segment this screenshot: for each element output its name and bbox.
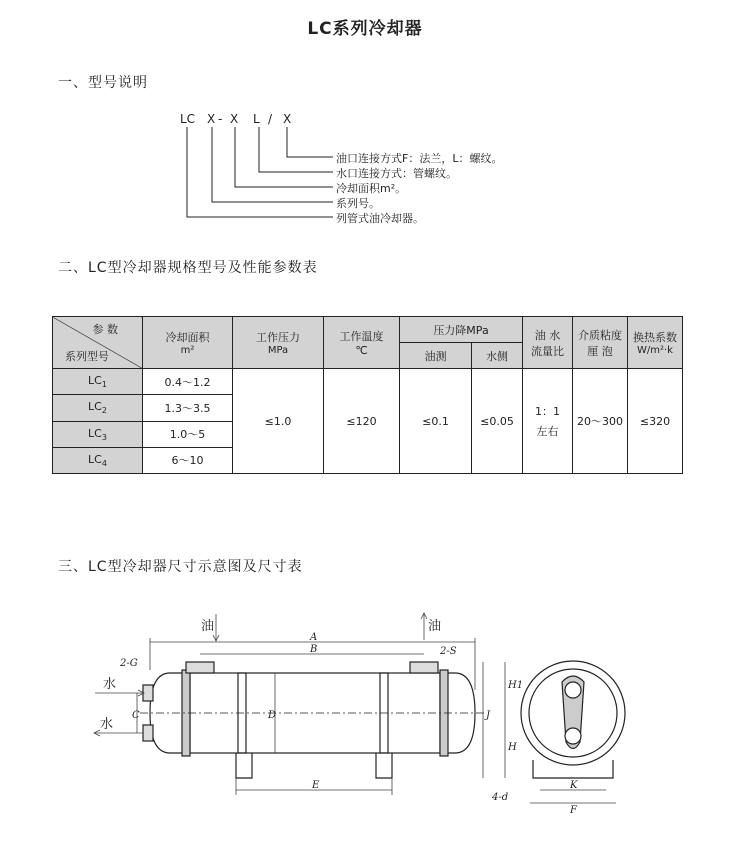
section3-heading: 三、LC型冷却器尺寸示意图及尺寸表 bbox=[58, 559, 303, 575]
model-cell bbox=[53, 395, 143, 421]
model-label: LC bbox=[88, 426, 102, 440]
line-oil-port bbox=[287, 127, 333, 157]
model-cell bbox=[53, 421, 143, 447]
code-l: L bbox=[253, 112, 260, 126]
side-port-top bbox=[565, 682, 581, 698]
model-sub: 2 bbox=[101, 406, 107, 416]
label-H: H bbox=[508, 742, 517, 753]
legend-area: 冷却面积m²。 bbox=[336, 182, 407, 195]
code-lc: LC bbox=[180, 112, 196, 126]
drop-oil-value: ≤0.1 bbox=[400, 369, 472, 474]
model-label: LC bbox=[88, 374, 102, 388]
area-cell: 1.0～5 bbox=[143, 421, 233, 447]
heat-value: ≤320 bbox=[628, 369, 683, 474]
model-sub: 3 bbox=[101, 432, 107, 442]
visc-header-text1: 介质粘度 bbox=[578, 328, 622, 342]
label-A: A bbox=[310, 632, 318, 643]
area-unit: m² bbox=[180, 345, 195, 357]
label-d: 4-d bbox=[492, 792, 509, 803]
model-sub: 1 bbox=[101, 380, 107, 390]
model-cell bbox=[53, 447, 143, 473]
pressure-unit: MPa bbox=[267, 345, 289, 357]
code-x2: X bbox=[230, 112, 239, 126]
area-header bbox=[143, 317, 233, 369]
label-K: K bbox=[570, 780, 578, 791]
label-E: E bbox=[312, 780, 320, 791]
side-base bbox=[533, 760, 613, 778]
section1-heading: 一、型号说明 bbox=[58, 75, 148, 91]
side-port-bottom bbox=[565, 728, 581, 744]
diag-top-label: 参 数 bbox=[92, 323, 118, 336]
label-s: 2-S bbox=[440, 646, 457, 657]
cooler-drawing bbox=[0, 600, 730, 853]
water-port-bottom bbox=[143, 725, 153, 741]
temp-header bbox=[324, 317, 400, 369]
model-sub: 4 bbox=[101, 458, 107, 468]
drop-header: 压力降MPa bbox=[400, 317, 523, 343]
water-bottom-label: 水 bbox=[100, 717, 114, 732]
drop-water-value: ≤0.05 bbox=[472, 369, 523, 474]
oil-port-left bbox=[186, 662, 214, 673]
area-cell: 0.4～1.2 bbox=[143, 369, 233, 395]
legend-type: 列管式油冷却器。 bbox=[336, 212, 424, 225]
label-g: 2-G bbox=[120, 658, 138, 669]
page-title: LC系列冷却器 bbox=[307, 19, 423, 39]
area-header-text: 冷却面积 bbox=[165, 331, 210, 345]
spec-table bbox=[52, 316, 683, 474]
code-x3: X bbox=[283, 112, 292, 126]
pressure-header-text: 工作压力 bbox=[256, 331, 300, 345]
heat-header bbox=[628, 317, 683, 369]
visc-value: 20～300 bbox=[573, 369, 628, 474]
temp-value: ≤120 bbox=[324, 369, 400, 474]
label-C: C bbox=[132, 710, 140, 721]
oil-left-label: 油 bbox=[201, 619, 215, 634]
temp-header-text: 工作温度 bbox=[339, 330, 384, 344]
water-top-label: 水 bbox=[103, 677, 117, 692]
label-J: J bbox=[486, 710, 491, 721]
leg-left bbox=[236, 753, 252, 778]
visc-header bbox=[573, 317, 628, 369]
heat-header-text1: 换热系数 bbox=[633, 331, 677, 345]
line-series bbox=[212, 127, 333, 202]
model-label: LC bbox=[88, 400, 102, 414]
model-cell bbox=[53, 369, 143, 395]
pressure-value: ≤1.0 bbox=[233, 369, 324, 474]
section2-heading: 二、LC型冷却器规格型号及性能参数表 bbox=[58, 260, 318, 276]
ratio-header-text1: 油 水 bbox=[534, 328, 561, 342]
ratio-header bbox=[523, 317, 573, 369]
line-water-port bbox=[259, 127, 333, 172]
heat-header-text2: W/m²·k bbox=[637, 345, 673, 357]
legend-water-port: 水口连接方式：管螺纹。 bbox=[336, 167, 457, 180]
oil-right-label: 油 bbox=[428, 619, 442, 634]
ratio-value2: 左右 bbox=[536, 425, 559, 439]
drop-oil-header: 油测 bbox=[400, 343, 472, 369]
pressure-header bbox=[233, 317, 324, 369]
diag-header-cell bbox=[53, 317, 143, 369]
ratio-value bbox=[523, 369, 573, 474]
leg-right bbox=[376, 753, 392, 778]
label-H1: H1 bbox=[508, 680, 524, 691]
ratio-value1: 1：1 bbox=[535, 405, 560, 419]
code-slash: / bbox=[268, 112, 273, 126]
legend-series: 系列号。 bbox=[336, 197, 380, 210]
label-D: D bbox=[268, 710, 277, 721]
area-cell: 6～10 bbox=[143, 447, 233, 473]
model-label: LC bbox=[88, 452, 102, 466]
diag-bottom-label: 系列型号 bbox=[65, 350, 109, 364]
drop-water-header: 水侧 bbox=[472, 343, 523, 369]
ratio-header-text2: 流量比 bbox=[531, 344, 564, 358]
temp-unit: ℃ bbox=[355, 344, 368, 358]
code-dash: - bbox=[218, 112, 223, 126]
code-x1: X bbox=[207, 112, 216, 126]
label-F: F bbox=[570, 805, 577, 816]
visc-header-text2: 厘 泡 bbox=[587, 344, 613, 358]
oil-port-right bbox=[410, 662, 438, 673]
area-cell: 1.3～3.5 bbox=[143, 395, 233, 421]
label-B: B bbox=[310, 644, 318, 655]
legend-oil-port: 油口连接方式F：法兰，L：螺纹。 bbox=[336, 152, 503, 165]
